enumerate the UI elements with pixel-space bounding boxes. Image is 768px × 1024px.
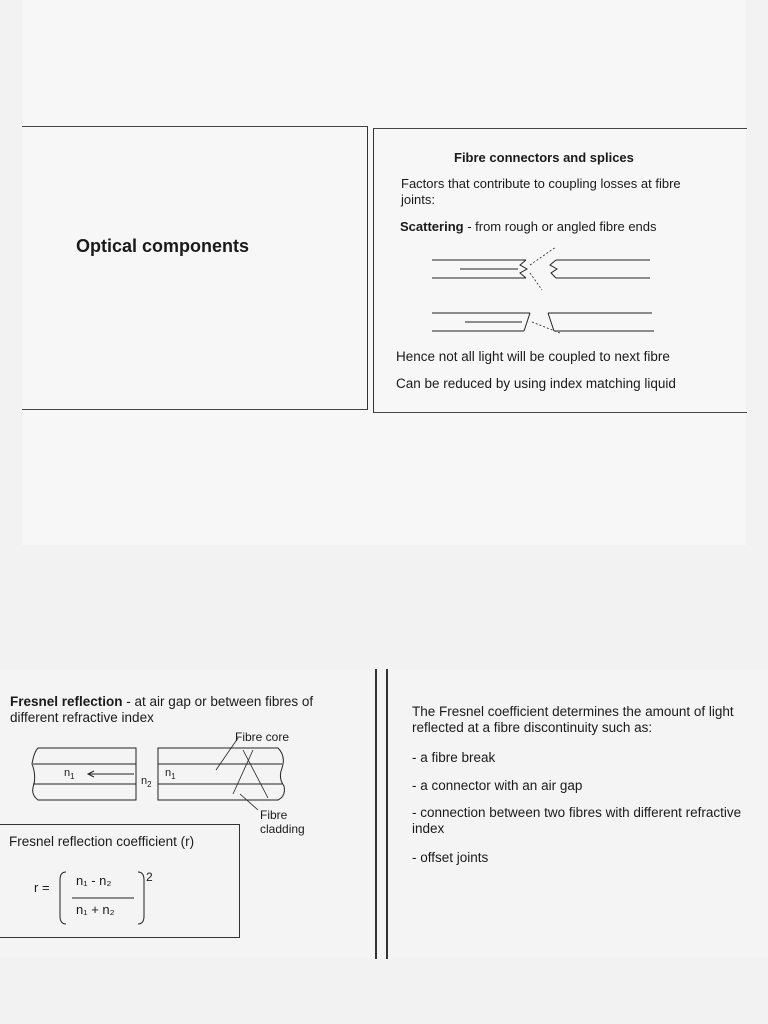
coefficient-title: Fresnel reflection coefficient (r) <box>9 834 195 849</box>
refract-ray <box>532 322 560 333</box>
formula-exponent: 2 <box>146 870 153 884</box>
formula-lhs: r = <box>34 880 50 895</box>
bottom-divider-2 <box>386 669 388 959</box>
cladding-pointer <box>240 794 258 810</box>
fresnel-desc: - at air gap or between fibres of different refractive index <box>10 694 314 726</box>
upper-right-rough-end <box>550 260 557 278</box>
scatter-ray-1 <box>530 247 556 265</box>
scattering-term: Scattering <box>400 219 464 234</box>
cross-line-2 <box>233 750 253 794</box>
n2-label <box>141 775 152 790</box>
n1-right-sub: 1 <box>171 772 176 782</box>
scattering-desc: - from rough or angled fibre ends <box>463 219 657 234</box>
slide4-intro: The Fresnel coefficient determines the amount of light reflected at a fibre discontinuity such as: <box>412 704 734 736</box>
fresnel-term: Fresnel reflection <box>10 694 123 709</box>
slide1-title: Optical components <box>76 236 250 256</box>
n1-left-label <box>64 767 75 782</box>
upper-left-rough-end <box>520 260 527 278</box>
lower-right-angled-end <box>548 313 554 331</box>
slide2-scattering <box>400 219 657 235</box>
slide4-item-air-gap: - a connector with an air gap <box>412 778 583 793</box>
right-bracket <box>138 872 144 924</box>
left-bracket <box>60 872 66 924</box>
slide2-note2: Can be reduced by using index matching liquid <box>396 376 676 391</box>
fibre-core-label: Fibre core <box>235 730 290 744</box>
fibre-cladding-label: Fibre cladding <box>260 808 305 837</box>
slide-optical-components <box>22 126 368 410</box>
slide2-intro: Factors that contribute to coupling losses at fibre joints: <box>401 176 681 207</box>
scattering-diagram <box>430 245 660 340</box>
bottom-divider <box>375 669 377 959</box>
slide3-heading <box>10 694 355 726</box>
slide2-note1: Hence not all light will be coupled to next fibre <box>396 349 670 364</box>
n2-sub: 2 <box>147 780 152 790</box>
scatter-ray-2 <box>530 273 542 290</box>
n1-right-label <box>165 767 176 782</box>
n1-left-n: n <box>64 767 71 779</box>
n2-n: n <box>141 775 148 787</box>
lower-left-angled-end <box>524 313 530 331</box>
cross-line-1 <box>243 750 268 798</box>
slide4-item-fibre-break: - a fibre break <box>412 750 496 765</box>
n1-right-n: n <box>165 767 172 779</box>
formula-denominator: n₁ + n₂ <box>76 902 115 917</box>
right-fibre-outline <box>158 748 284 800</box>
slide4-item-offset: - offset joints <box>412 850 489 865</box>
formula-numerator: n₁ - n₂ <box>76 873 112 888</box>
slide4-item-different-index: - connection between two fibres with different refractive index <box>412 805 742 837</box>
n1-left-sub: 1 <box>70 772 75 782</box>
slide2-title: Fibre connectors and splices <box>454 150 634 165</box>
